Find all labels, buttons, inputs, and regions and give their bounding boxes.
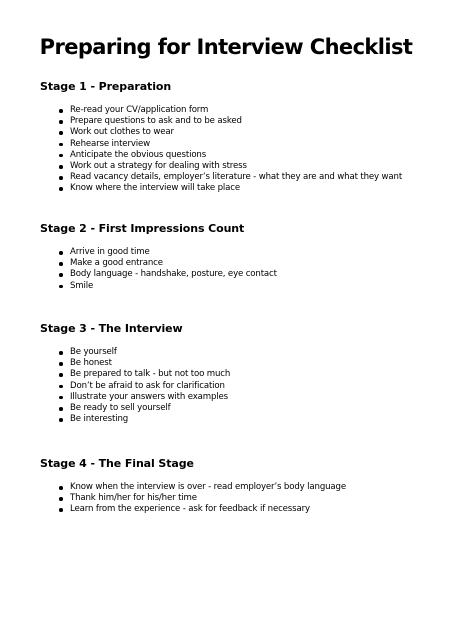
list-item-text: Be ready to sell yourself	[70, 403, 171, 414]
bullet-icon	[59, 396, 63, 400]
list-item-text: Don’t be afraid to ask for clarification	[70, 380, 225, 391]
list-item	[59, 482, 440, 493]
stage-1-section	[40, 80, 440, 195]
bullet-icon	[59, 120, 63, 124]
list-item	[59, 392, 440, 403]
list-item	[59, 347, 440, 358]
list-item-text: Be honest	[70, 358, 112, 369]
bullet-icon	[59, 262, 63, 266]
list-item-text: Read vacancy details, employer’s literature - what they are and what they want	[70, 172, 403, 183]
list-item	[59, 281, 440, 292]
list-item-text: Body language - handshake, posture, eye contact	[70, 269, 277, 280]
list-item	[59, 247, 440, 258]
list-item-text: Learn from the experience - ask for feedback if necessary	[70, 504, 310, 515]
list-item	[59, 116, 440, 127]
bullet-icon	[59, 154, 63, 158]
list-item-text: Prepare questions to ask and to be asked	[70, 116, 242, 127]
list-item-text: Re-read your CV/application form	[70, 105, 209, 115]
list-item-text: Make a good entrance	[70, 258, 163, 269]
stage-1-list	[40, 105, 440, 195]
list-item	[59, 381, 440, 392]
stage-3-heading: Stage 3 - The Interview	[40, 322, 183, 335]
list-item-text: Rehearse interview	[70, 138, 151, 149]
list-item-text: Be prepared to talk - but not too much	[70, 369, 231, 380]
list-item-text: Thank him/her for his/her time	[70, 493, 197, 504]
bullet-icon	[59, 131, 63, 135]
bullet-icon	[59, 407, 63, 411]
list-item	[59, 105, 440, 116]
bullet-icon	[59, 508, 63, 512]
bullet-icon	[59, 143, 63, 147]
list-item	[59, 493, 440, 504]
list-item	[59, 414, 440, 425]
list-item-text: Smile	[70, 280, 94, 291]
list-item-text: Know where the interview will take place	[70, 183, 240, 194]
list-item-text: Be interesting	[70, 414, 129, 425]
bullet-icon	[59, 418, 63, 422]
stage-4-section	[40, 457, 440, 516]
bullet-icon	[59, 385, 63, 389]
stage-2-section	[40, 222, 440, 292]
stage-3-list	[40, 347, 440, 425]
list-item	[59, 139, 440, 150]
list-item-text: Be yourself	[70, 347, 117, 357]
list-item	[59, 172, 440, 183]
list-item	[59, 369, 440, 380]
stage-2-list	[40, 247, 440, 292]
bullet-icon	[59, 109, 63, 113]
list-item	[59, 269, 440, 280]
list-item	[59, 258, 440, 269]
bullet-icon	[59, 187, 63, 191]
list-item	[59, 127, 440, 138]
bullet-icon	[59, 373, 63, 377]
stage-3-section	[40, 322, 440, 425]
bullet-icon	[59, 285, 63, 289]
list-item-text: Anticipate the obvious questions	[70, 149, 207, 160]
stage-2-heading: Stage 2 - First Impressions Count	[40, 222, 245, 235]
list-item	[59, 504, 440, 515]
list-item	[59, 183, 440, 194]
list-item-text: Work out a strategy for dealing with stress	[70, 161, 247, 172]
bullet-icon	[59, 176, 63, 180]
page-title: Preparing for Interview Checklist	[39, 35, 413, 59]
bullet-icon	[59, 497, 63, 501]
list-item-text: Arrive in good time	[70, 247, 150, 257]
bullet-icon	[59, 351, 63, 355]
bullet-icon	[59, 251, 63, 255]
list-item	[59, 150, 440, 161]
stage-1-heading: Stage 1 - Preparation	[40, 80, 172, 93]
stage-4-heading: Stage 4 - The Final Stage	[40, 457, 194, 470]
list-item	[59, 161, 440, 172]
bullet-icon	[59, 273, 63, 277]
bullet-icon	[59, 165, 63, 169]
list-item-text: Work out clothes to wear	[70, 127, 174, 138]
list-item-text: Illustrate your answers with examples	[70, 391, 228, 402]
list-item	[59, 403, 440, 414]
bullet-icon	[59, 362, 63, 366]
list-item-text: Know when the interview is over - read employer’s body language	[70, 482, 346, 492]
bullet-icon	[59, 486, 63, 490]
list-item	[59, 358, 440, 369]
stage-4-list	[40, 482, 440, 516]
